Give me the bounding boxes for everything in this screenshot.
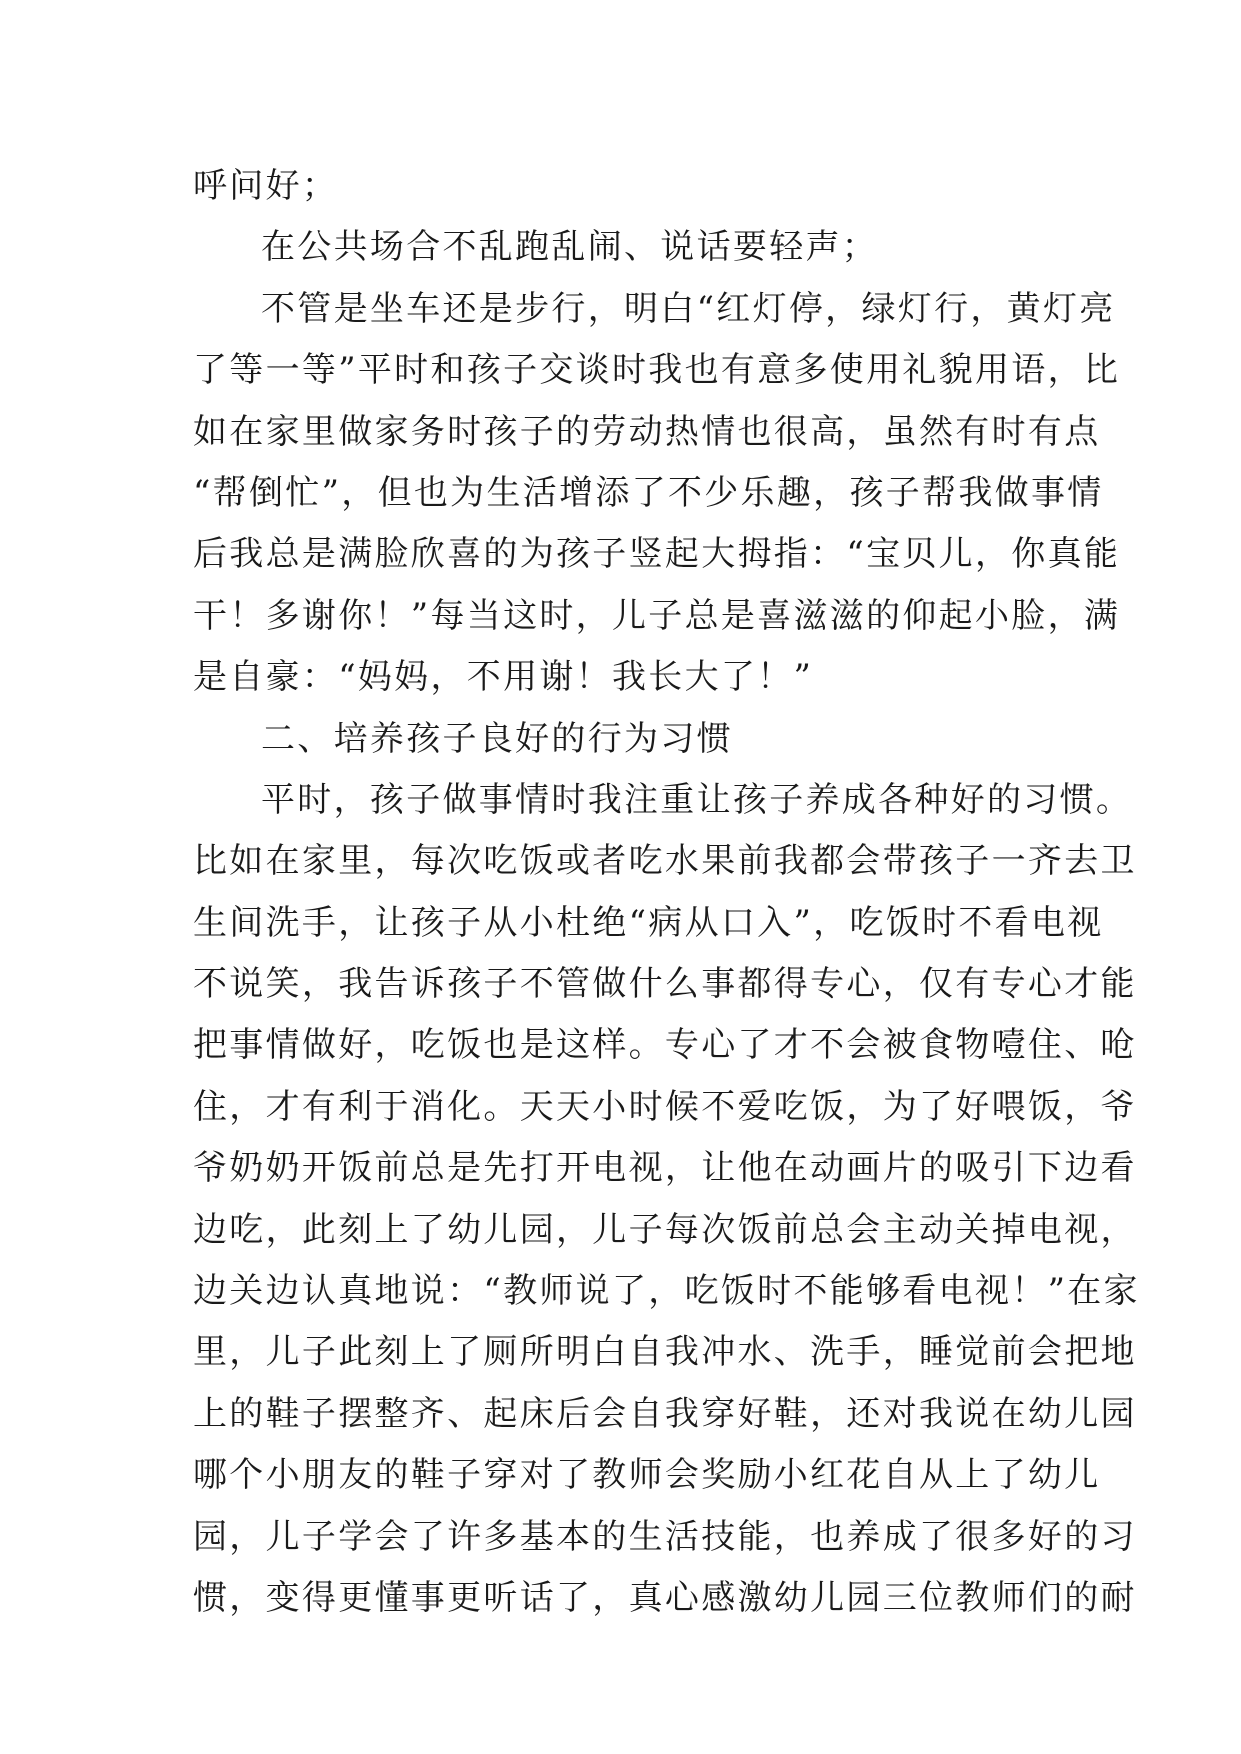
text-line: 哪个小朋友的鞋子穿对了教师会奖励小红花自从上了幼儿 [193, 1455, 1101, 1496]
text-line: 如在家里做家务时孩子的劳动热情也很高，虽然有时有点 [193, 411, 1101, 452]
text-line: 把事情做好，吃饭也是这样。专心了才不会被食物噎住、呛 [193, 1025, 1137, 1066]
text-line: 干！多谢你！”每当这时，儿子总是喜滋滋的仰起小脸，满 [193, 595, 1121, 636]
text-line: 二、培养孩子良好的行为习惯 [261, 718, 733, 759]
text-line: 平时，孩子做事情时我注重让孩子养成各种好的习惯。 [261, 779, 1133, 820]
text-line: 呼问好； [193, 166, 339, 206]
text-line: 里，儿子此刻上了厕所明白自我冲水、洗手，睡觉前会把地 [193, 1332, 1137, 1373]
text-line: 是自豪：“妈妈，不用谢！我长大了！” [193, 657, 814, 698]
text-line: 不说笑，我告诉孩子不管做什么事都得专心，仅有专心才能 [193, 964, 1137, 1005]
text-line: 比如在家里，每次吃饭或者吃水果前我都会带孩子一齐去卫 [193, 841, 1137, 882]
text-line: 不管是坐车还是步行，明白“红灯停，绿灯行，黄灯亮 [261, 288, 1116, 329]
text-line: 住，才有利于消化。天天小时候不爱吃饭，为了好喂饭，爷 [193, 1086, 1137, 1127]
body-text [193, 156, 1140, 1629]
text-line: 在公共场合不乱跑乱闹、说话要轻声； [261, 227, 879, 268]
text-line: 边关边认真地说：“教师说了，吃饭时不能够看电视！”在家 [193, 1271, 1140, 1312]
text-line: 爷奶奶开饭前总是先打开电视，让他在动画片的吸引下边看 [193, 1148, 1137, 1189]
text-line: 园，儿子学会了许多基本的生活技能，也养成了很多好的习 [193, 1516, 1137, 1557]
text-line: 上的鞋子摆整齐、起床后会自我穿好鞋，还对我说在幼儿园 [193, 1393, 1137, 1434]
text-line: 边吃，此刻上了幼儿园，儿子每次饭前总会主动关掉电视， [193, 1209, 1137, 1250]
text-line: 惯，变得更懂事更听话了，真心感激幼儿园三位教师们的耐 [193, 1577, 1137, 1618]
text-line: 了等一等”平时和孩子交谈时我也有意多使用礼貌用语，比 [193, 350, 1121, 391]
text-line: 后我总是满脸欣喜的为孩子竖起大拇指：“宝贝儿，你真能 [193, 534, 1121, 575]
text-line: “帮倒忙”，但也为生活增添了不少乐趣，孩子帮我做事情 [193, 472, 1104, 513]
text-line: 生间洗手，让孩子从小杜绝“病从口入”，吃饭时不看电视 [193, 902, 1104, 943]
